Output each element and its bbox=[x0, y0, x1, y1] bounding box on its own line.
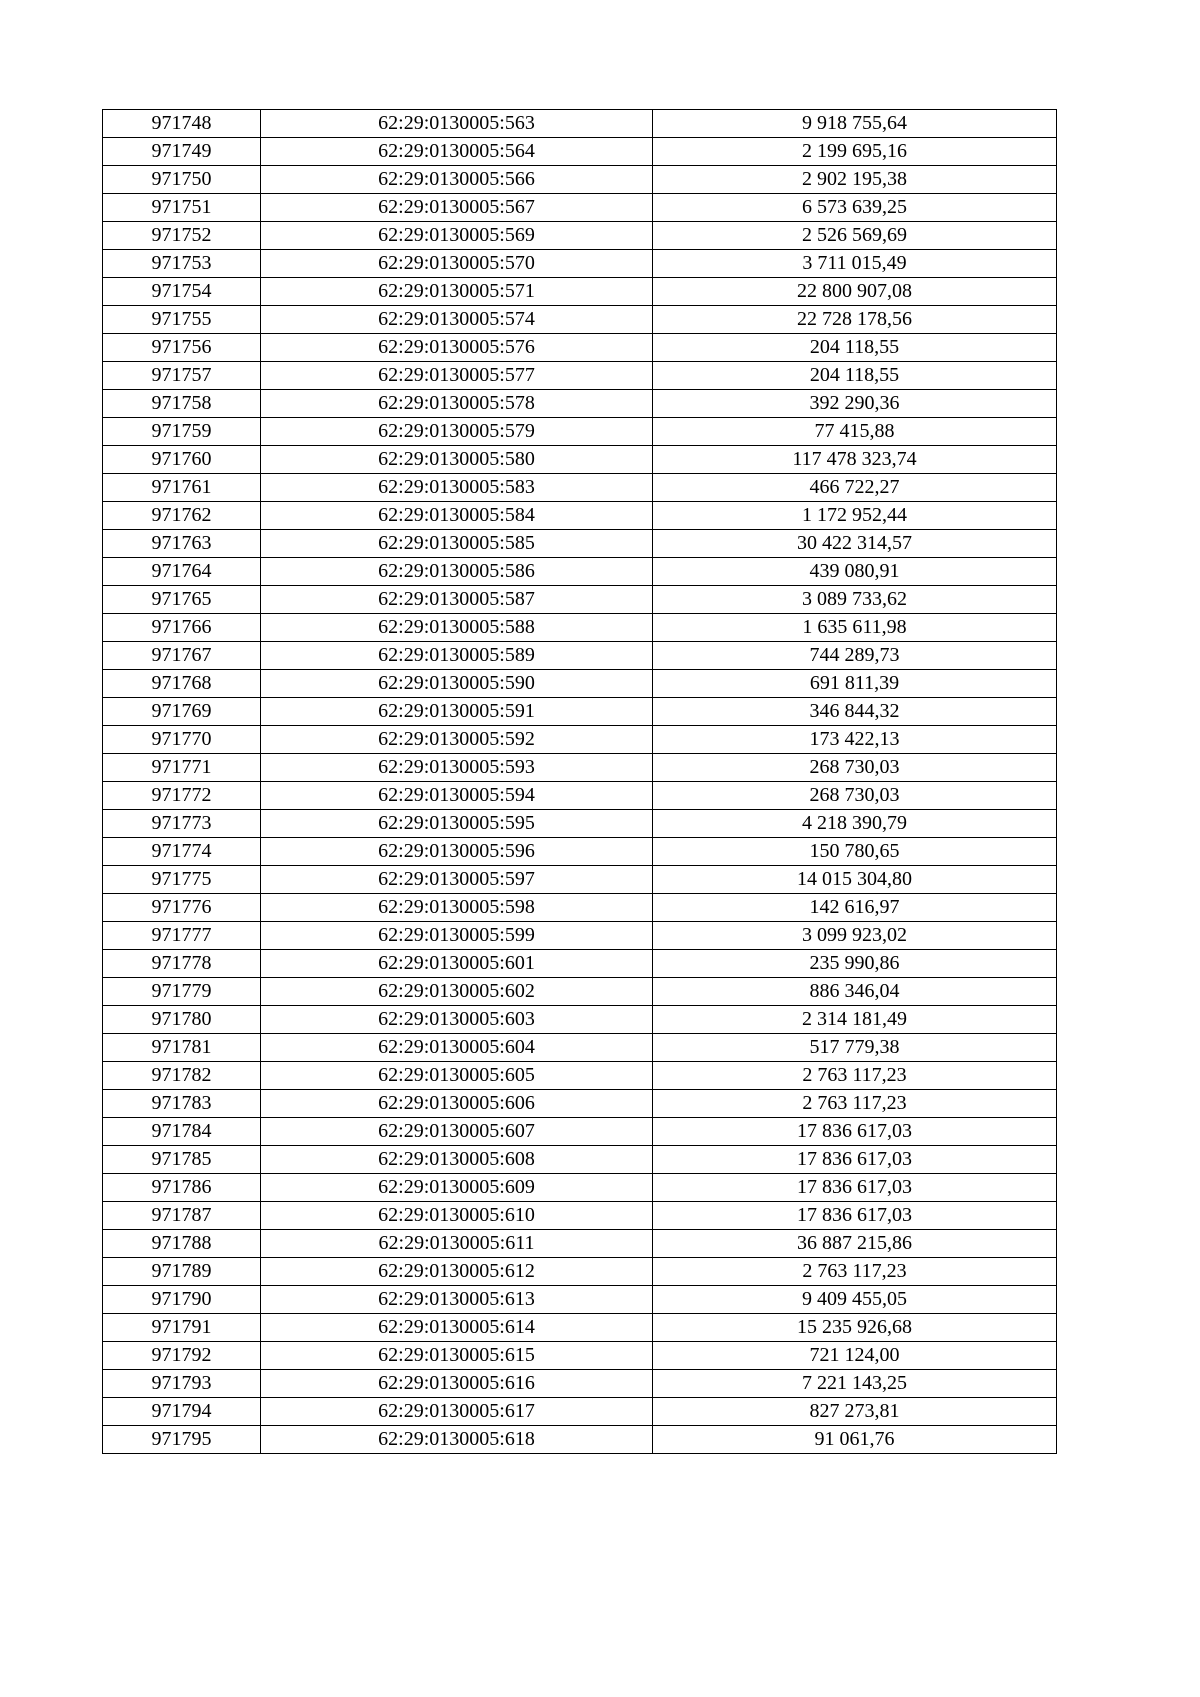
table-row bbox=[103, 726, 1057, 754]
table-row bbox=[103, 866, 1057, 894]
cadastral-value-cell: 91 061,76 bbox=[653, 1426, 1057, 1454]
cadastral-value-cell: 2 199 695,16 bbox=[653, 138, 1057, 166]
table-row bbox=[103, 1202, 1057, 1230]
row-number-cell: 971780 bbox=[103, 1006, 261, 1034]
cadastral-value-cell: 150 780,65 bbox=[653, 838, 1057, 866]
row-number-cell: 971763 bbox=[103, 530, 261, 558]
row-number-cell: 971767 bbox=[103, 642, 261, 670]
table-row bbox=[103, 474, 1057, 502]
cadastral-value-cell: 77 415,88 bbox=[653, 418, 1057, 446]
table-row bbox=[103, 390, 1057, 418]
table-row bbox=[103, 1342, 1057, 1370]
table-row bbox=[103, 782, 1057, 810]
cadastral-number-cell: 62:29:0130005:579 bbox=[261, 418, 653, 446]
table-row bbox=[103, 1370, 1057, 1398]
table-row bbox=[103, 166, 1057, 194]
cadastral-number-cell: 62:29:0130005:616 bbox=[261, 1370, 653, 1398]
row-number-cell: 971748 bbox=[103, 110, 261, 138]
row-number-cell: 971754 bbox=[103, 278, 261, 306]
table-row bbox=[103, 1286, 1057, 1314]
cadastral-number-cell: 62:29:0130005:611 bbox=[261, 1230, 653, 1258]
table-row bbox=[103, 1230, 1057, 1258]
table-row bbox=[103, 306, 1057, 334]
cadastral-value-cell: 17 836 617,03 bbox=[653, 1174, 1057, 1202]
cadastral-number-cell: 62:29:0130005:599 bbox=[261, 922, 653, 950]
table-row bbox=[103, 950, 1057, 978]
cadastral-value-cell: 2 763 117,23 bbox=[653, 1090, 1057, 1118]
cadastral-value-cell: 22 800 907,08 bbox=[653, 278, 1057, 306]
cadastral-value-cell: 3 711 015,49 bbox=[653, 250, 1057, 278]
cadastral-value-cell: 17 836 617,03 bbox=[653, 1202, 1057, 1230]
table-row bbox=[103, 698, 1057, 726]
table-row bbox=[103, 1090, 1057, 1118]
row-number-cell: 971793 bbox=[103, 1370, 261, 1398]
cadastral-number-cell: 62:29:0130005:592 bbox=[261, 726, 653, 754]
cadastral-value-cell: 268 730,03 bbox=[653, 782, 1057, 810]
table-row bbox=[103, 222, 1057, 250]
cadastral-number-cell: 62:29:0130005:587 bbox=[261, 586, 653, 614]
row-number-cell: 971762 bbox=[103, 502, 261, 530]
cadastral-number-cell: 62:29:0130005:610 bbox=[261, 1202, 653, 1230]
row-number-cell: 971774 bbox=[103, 838, 261, 866]
table-row bbox=[103, 754, 1057, 782]
cadastral-value-cell: 9 918 755,64 bbox=[653, 110, 1057, 138]
table-row bbox=[103, 838, 1057, 866]
table-body bbox=[103, 110, 1057, 1454]
row-number-cell: 971783 bbox=[103, 1090, 261, 1118]
cadastral-number-cell: 62:29:0130005:585 bbox=[261, 530, 653, 558]
cadastral-number-cell: 62:29:0130005:574 bbox=[261, 306, 653, 334]
row-number-cell: 971768 bbox=[103, 670, 261, 698]
row-number-cell: 971794 bbox=[103, 1398, 261, 1426]
row-number-cell: 971755 bbox=[103, 306, 261, 334]
cadastral-number-cell: 62:29:0130005:583 bbox=[261, 474, 653, 502]
table-row bbox=[103, 978, 1057, 1006]
cadastral-value-cell: 744 289,73 bbox=[653, 642, 1057, 670]
row-number-cell: 971759 bbox=[103, 418, 261, 446]
cadastral-number-cell: 62:29:0130005:596 bbox=[261, 838, 653, 866]
row-number-cell: 971766 bbox=[103, 614, 261, 642]
table-row bbox=[103, 894, 1057, 922]
table-row bbox=[103, 670, 1057, 698]
cadastral-value-cell: 439 080,91 bbox=[653, 558, 1057, 586]
cadastral-number-cell: 62:29:0130005:576 bbox=[261, 334, 653, 362]
cadastral-value-cell: 1 635 611,98 bbox=[653, 614, 1057, 642]
table-row bbox=[103, 586, 1057, 614]
cadastral-value-cell: 7 221 143,25 bbox=[653, 1370, 1057, 1398]
table-row bbox=[103, 502, 1057, 530]
table-row bbox=[103, 1062, 1057, 1090]
cadastral-number-cell: 62:29:0130005:604 bbox=[261, 1034, 653, 1062]
cadastral-number-cell: 62:29:0130005:614 bbox=[261, 1314, 653, 1342]
table-row bbox=[103, 1258, 1057, 1286]
row-number-cell: 971757 bbox=[103, 362, 261, 390]
row-number-cell: 971772 bbox=[103, 782, 261, 810]
cadastral-number-cell: 62:29:0130005:594 bbox=[261, 782, 653, 810]
row-number-cell: 971789 bbox=[103, 1258, 261, 1286]
row-number-cell: 971752 bbox=[103, 222, 261, 250]
cadastral-number-cell: 62:29:0130005:591 bbox=[261, 698, 653, 726]
cadastral-number-cell: 62:29:0130005:617 bbox=[261, 1398, 653, 1426]
row-number-cell: 971765 bbox=[103, 586, 261, 614]
table-row bbox=[103, 250, 1057, 278]
row-number-cell: 971779 bbox=[103, 978, 261, 1006]
cadastral-value-cell: 268 730,03 bbox=[653, 754, 1057, 782]
cadastral-value-cell: 3 089 733,62 bbox=[653, 586, 1057, 614]
cadastral-value-cell: 346 844,32 bbox=[653, 698, 1057, 726]
cadastral-number-cell: 62:29:0130005:590 bbox=[261, 670, 653, 698]
table-row bbox=[103, 446, 1057, 474]
row-number-cell: 971750 bbox=[103, 166, 261, 194]
row-number-cell: 971761 bbox=[103, 474, 261, 502]
row-number-cell: 971775 bbox=[103, 866, 261, 894]
cadastral-value-cell: 30 422 314,57 bbox=[653, 530, 1057, 558]
cadastral-value-cell: 17 836 617,03 bbox=[653, 1146, 1057, 1174]
cadastral-value-cell: 173 422,13 bbox=[653, 726, 1057, 754]
table-row bbox=[103, 1118, 1057, 1146]
cadastral-value-cell: 691 811,39 bbox=[653, 670, 1057, 698]
cadastral-number-cell: 62:29:0130005:613 bbox=[261, 1286, 653, 1314]
cadastral-number-cell: 62:29:0130005:584 bbox=[261, 502, 653, 530]
table-row bbox=[103, 1314, 1057, 1342]
table-row bbox=[103, 110, 1057, 138]
table-row bbox=[103, 1146, 1057, 1174]
cadastral-number-cell: 62:29:0130005:607 bbox=[261, 1118, 653, 1146]
cadastral-value-cell: 2 314 181,49 bbox=[653, 1006, 1057, 1034]
table-row bbox=[103, 922, 1057, 950]
cadastral-number-cell: 62:29:0130005:586 bbox=[261, 558, 653, 586]
cadastral-number-cell: 62:29:0130005:580 bbox=[261, 446, 653, 474]
cadastral-value-cell: 721 124,00 bbox=[653, 1342, 1057, 1370]
cadastral-number-cell: 62:29:0130005:588 bbox=[261, 614, 653, 642]
cadastral-value-cell: 235 990,86 bbox=[653, 950, 1057, 978]
table-row bbox=[103, 138, 1057, 166]
cadastral-number-cell: 62:29:0130005:567 bbox=[261, 194, 653, 222]
row-number-cell: 971773 bbox=[103, 810, 261, 838]
cadastral-value-cell: 827 273,81 bbox=[653, 1398, 1057, 1426]
row-number-cell: 971760 bbox=[103, 446, 261, 474]
table-row bbox=[103, 418, 1057, 446]
cadastral-value-cell: 886 346,04 bbox=[653, 978, 1057, 1006]
cadastral-number-cell: 62:29:0130005:602 bbox=[261, 978, 653, 1006]
cadastral-value-cell: 392 290,36 bbox=[653, 390, 1057, 418]
table-row bbox=[103, 810, 1057, 838]
cadastral-value-cell: 14 015 304,80 bbox=[653, 866, 1057, 894]
cadastral-number-cell: 62:29:0130005:563 bbox=[261, 110, 653, 138]
row-number-cell: 971756 bbox=[103, 334, 261, 362]
table-row bbox=[103, 278, 1057, 306]
table-row bbox=[103, 194, 1057, 222]
table-row bbox=[103, 334, 1057, 362]
cadastral-number-cell: 62:29:0130005:609 bbox=[261, 1174, 653, 1202]
row-number-cell: 971785 bbox=[103, 1146, 261, 1174]
table-row bbox=[103, 558, 1057, 586]
cadastral-value-cell: 466 722,27 bbox=[653, 474, 1057, 502]
cadastral-number-cell: 62:29:0130005:612 bbox=[261, 1258, 653, 1286]
cadastral-number-cell: 62:29:0130005:593 bbox=[261, 754, 653, 782]
cadastral-number-cell: 62:29:0130005:605 bbox=[261, 1062, 653, 1090]
row-number-cell: 971782 bbox=[103, 1062, 261, 1090]
cadastral-number-cell: 62:29:0130005:578 bbox=[261, 390, 653, 418]
cadastral-value-cell: 9 409 455,05 bbox=[653, 1286, 1057, 1314]
cadastral-number-cell: 62:29:0130005:603 bbox=[261, 1006, 653, 1034]
cadastral-value-cell: 22 728 178,56 bbox=[653, 306, 1057, 334]
row-number-cell: 971795 bbox=[103, 1426, 261, 1454]
cadastral-value-cell: 517 779,38 bbox=[653, 1034, 1057, 1062]
row-number-cell: 971770 bbox=[103, 726, 261, 754]
row-number-cell: 971792 bbox=[103, 1342, 261, 1370]
cadastral-number-cell: 62:29:0130005:608 bbox=[261, 1146, 653, 1174]
cadastral-value-cell: 4 218 390,79 bbox=[653, 810, 1057, 838]
cadastral-number-cell: 62:29:0130005:601 bbox=[261, 950, 653, 978]
row-number-cell: 971781 bbox=[103, 1034, 261, 1062]
table-row bbox=[103, 1174, 1057, 1202]
cadastral-number-cell: 62:29:0130005:589 bbox=[261, 642, 653, 670]
row-number-cell: 971791 bbox=[103, 1314, 261, 1342]
row-number-cell: 971784 bbox=[103, 1118, 261, 1146]
table-row bbox=[103, 1006, 1057, 1034]
cadastral-number-cell: 62:29:0130005:606 bbox=[261, 1090, 653, 1118]
cadastral-value-cell: 204 118,55 bbox=[653, 362, 1057, 390]
row-number-cell: 971786 bbox=[103, 1174, 261, 1202]
cadastral-number-cell: 62:29:0130005:571 bbox=[261, 278, 653, 306]
cadastral-value-cell: 17 836 617,03 bbox=[653, 1118, 1057, 1146]
cadastral-number-cell: 62:29:0130005:570 bbox=[261, 250, 653, 278]
cadastral-number-cell: 62:29:0130005:618 bbox=[261, 1426, 653, 1454]
row-number-cell: 971787 bbox=[103, 1202, 261, 1230]
cadastral-value-table bbox=[102, 109, 1057, 1454]
table-row bbox=[103, 642, 1057, 670]
cadastral-value-cell: 2 902 195,38 bbox=[653, 166, 1057, 194]
cadastral-value-cell: 2 526 569,69 bbox=[653, 222, 1057, 250]
table-row bbox=[103, 614, 1057, 642]
cadastral-value-cell: 142 616,97 bbox=[653, 894, 1057, 922]
cadastral-number-cell: 62:29:0130005:564 bbox=[261, 138, 653, 166]
cadastral-number-cell: 62:29:0130005:597 bbox=[261, 866, 653, 894]
row-number-cell: 971771 bbox=[103, 754, 261, 782]
cadastral-number-cell: 62:29:0130005:569 bbox=[261, 222, 653, 250]
cadastral-number-cell: 62:29:0130005:577 bbox=[261, 362, 653, 390]
row-number-cell: 971778 bbox=[103, 950, 261, 978]
row-number-cell: 971769 bbox=[103, 698, 261, 726]
cadastral-number-cell: 62:29:0130005:598 bbox=[261, 894, 653, 922]
cadastral-value-cell: 2 763 117,23 bbox=[653, 1062, 1057, 1090]
cadastral-value-cell: 3 099 923,02 bbox=[653, 922, 1057, 950]
row-number-cell: 971753 bbox=[103, 250, 261, 278]
row-number-cell: 971790 bbox=[103, 1286, 261, 1314]
table-row bbox=[103, 1398, 1057, 1426]
row-number-cell: 971758 bbox=[103, 390, 261, 418]
cadastral-number-cell: 62:29:0130005:595 bbox=[261, 810, 653, 838]
cadastral-value-cell: 15 235 926,68 bbox=[653, 1314, 1057, 1342]
cadastral-value-cell: 6 573 639,25 bbox=[653, 194, 1057, 222]
cadastral-number-cell: 62:29:0130005:566 bbox=[261, 166, 653, 194]
row-number-cell: 971788 bbox=[103, 1230, 261, 1258]
cadastral-value-cell: 36 887 215,86 bbox=[653, 1230, 1057, 1258]
table-row bbox=[103, 362, 1057, 390]
table-row bbox=[103, 530, 1057, 558]
row-number-cell: 971776 bbox=[103, 894, 261, 922]
cadastral-value-cell: 204 118,55 bbox=[653, 334, 1057, 362]
row-number-cell: 971764 bbox=[103, 558, 261, 586]
cadastral-number-cell: 62:29:0130005:615 bbox=[261, 1342, 653, 1370]
row-number-cell: 971751 bbox=[103, 194, 261, 222]
table-row bbox=[103, 1034, 1057, 1062]
table-row bbox=[103, 1426, 1057, 1454]
row-number-cell: 971749 bbox=[103, 138, 261, 166]
row-number-cell: 971777 bbox=[103, 922, 261, 950]
cadastral-value-cell: 2 763 117,23 bbox=[653, 1258, 1057, 1286]
cadastral-value-cell: 117 478 323,74 bbox=[653, 446, 1057, 474]
cadastral-value-cell: 1 172 952,44 bbox=[653, 502, 1057, 530]
